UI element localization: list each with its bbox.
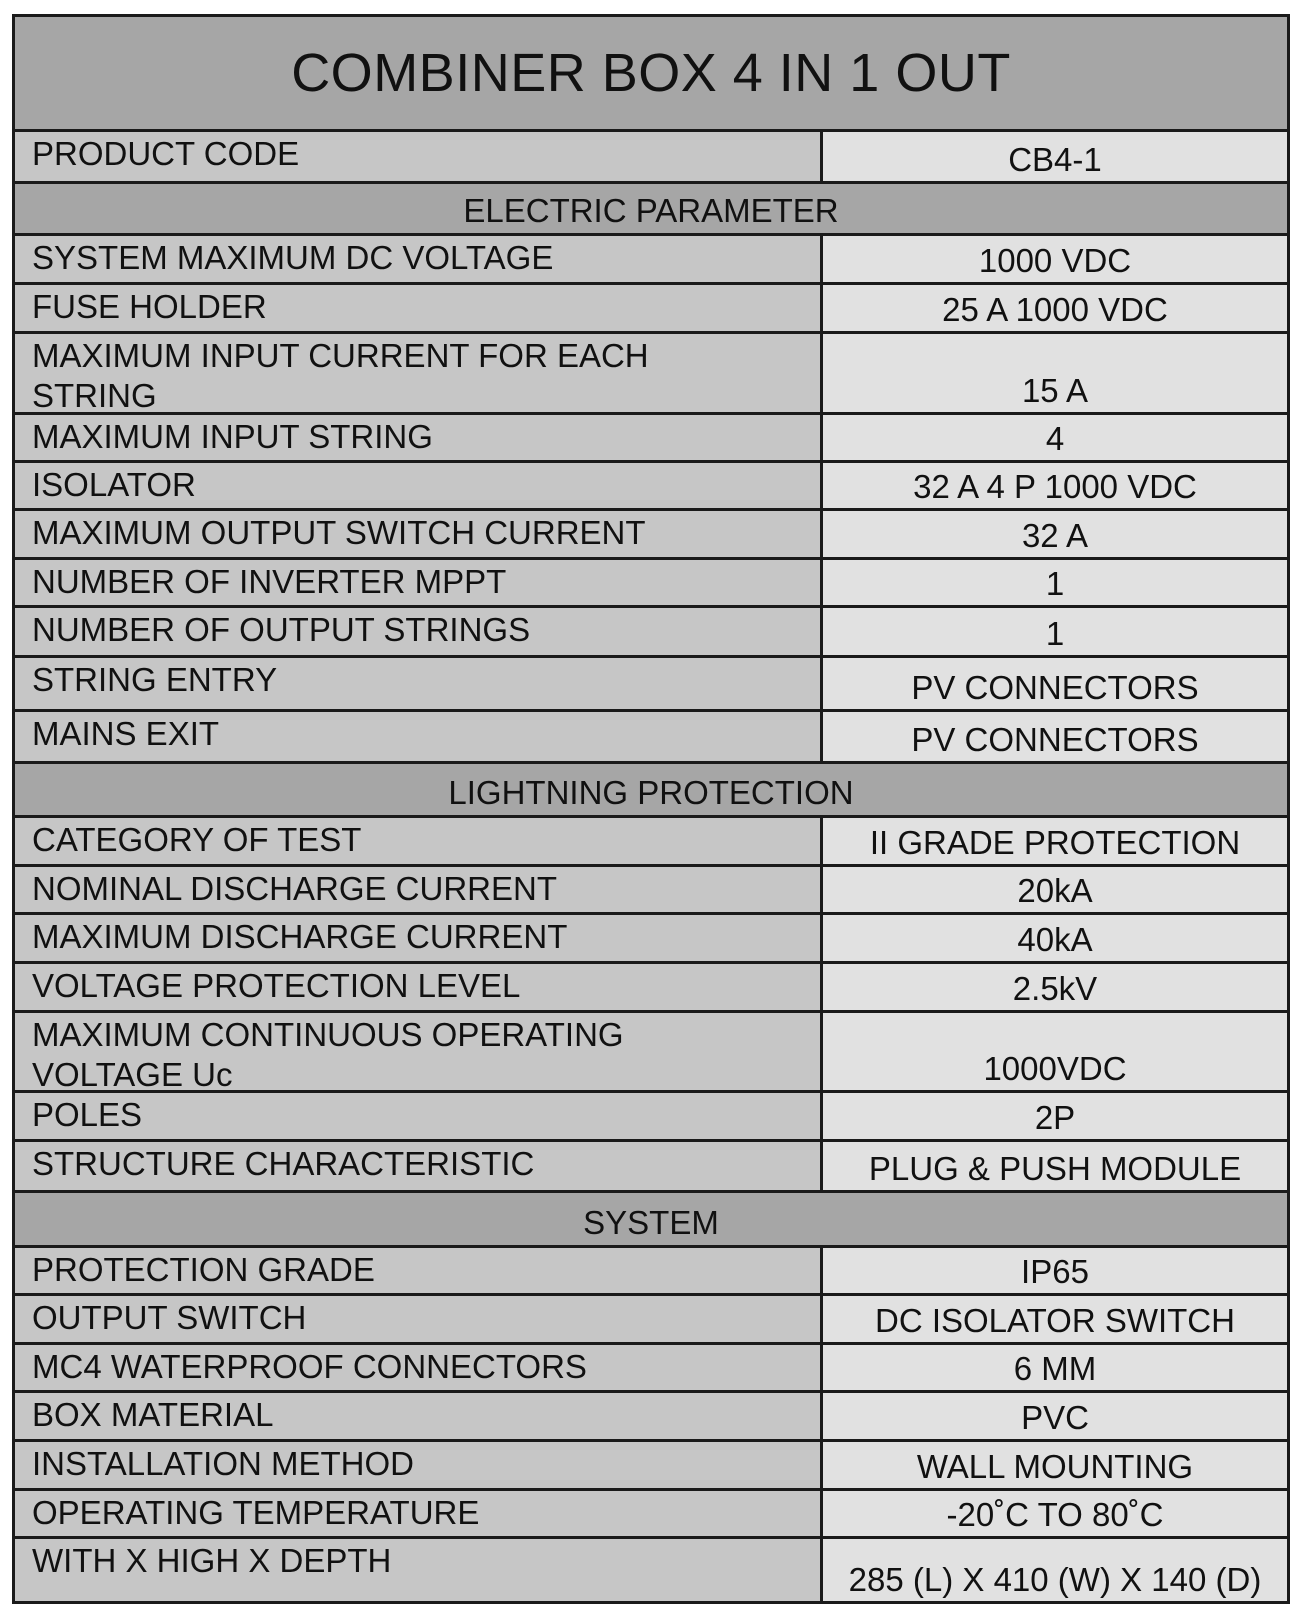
row-value: 1000 VDC <box>823 236 1287 282</box>
row-label: VOLTAGE PROTECTION LEVEL <box>15 964 823 1010</box>
table-row <box>15 331 1287 412</box>
table-row <box>15 605 1287 655</box>
table-row <box>15 1090 1287 1139</box>
row-value: PLUG & PUSH MODULE <box>823 1142 1287 1190</box>
row-label: WITH X HIGH X DEPTH <box>15 1539 823 1601</box>
row-label: OUTPUT SWITCH <box>15 1296 823 1342</box>
row-label: NUMBER OF INVERTER MPPT <box>15 560 823 605</box>
table-row <box>15 1010 1287 1093</box>
row-value: 25 A 1000 VDC <box>823 285 1287 331</box>
table-row <box>15 233 1287 282</box>
row-label: INSTALLATION METHOD <box>15 1442 823 1488</box>
row-label: STRING ENTRY <box>15 658 823 709</box>
table-row <box>15 709 1287 761</box>
row-value: 40kA <box>823 915 1287 961</box>
row-value: 32 A 4 P 1000 VDC <box>823 463 1287 508</box>
table-row <box>15 815 1287 864</box>
table-row <box>15 460 1287 508</box>
row-value: 285 (L) X 410 (W) X 140 (D) <box>823 1539 1287 1601</box>
table-row <box>15 557 1287 605</box>
row-label: BOX MATERIAL <box>15 1393 823 1439</box>
table-row <box>15 1245 1287 1293</box>
row-label: PROTECTION GRADE <box>15 1248 823 1293</box>
row-label: MAINS EXIT <box>15 712 823 761</box>
row-label: MAXIMUM INPUT STRING <box>15 415 823 460</box>
table-row <box>15 655 1287 709</box>
row-value: 1000VDC <box>823 1013 1287 1090</box>
row-value: 1 <box>823 608 1287 655</box>
table-row <box>15 961 1287 1010</box>
table-row <box>15 1342 1287 1390</box>
row-value: PV CONNECTORS <box>823 712 1287 761</box>
row-label: MAXIMUM INPUT CURRENT FOR EACH STRING <box>15 334 823 412</box>
row-value: -20˚C TO 80˚C <box>823 1491 1287 1536</box>
table-row <box>15 1488 1287 1536</box>
row-label: CATEGORY OF TEST <box>15 818 823 864</box>
row-label: FUSE HOLDER <box>15 285 823 331</box>
row-value: 15 A <box>823 334 1287 412</box>
row-value: 2.5kV <box>823 964 1287 1010</box>
row-label: PRODUCT CODE <box>15 132 823 181</box>
table-row <box>15 912 1287 961</box>
section-heading-system: SYSTEM <box>15 1190 1287 1245</box>
row-value: IP65 <box>823 1248 1287 1293</box>
row-value: DC ISOLATOR SWITCH <box>823 1296 1287 1342</box>
row-value: 1 <box>823 560 1287 605</box>
table-row <box>15 1536 1287 1601</box>
section-heading-electric: ELECTRIC PARAMETER <box>15 181 1287 233</box>
row-label: STRUCTURE CHARACTERISTIC <box>15 1142 823 1190</box>
row-value: PV CONNECTORS <box>823 658 1287 709</box>
row-label: SYSTEM MAXIMUM DC VOLTAGE <box>15 236 823 282</box>
product-code-row <box>15 129 1287 181</box>
table-row <box>15 1293 1287 1342</box>
row-label: MAXIMUM OUTPUT SWITCH CURRENT <box>15 511 823 557</box>
row-label: NOMINAL DISCHARGE CURRENT <box>15 867 823 912</box>
row-value: WALL MOUNTING <box>823 1442 1287 1488</box>
row-value: 6 MM <box>823 1345 1287 1390</box>
table-row <box>15 412 1287 460</box>
row-label: ISOLATOR <box>15 463 823 508</box>
row-value: PVC <box>823 1393 1287 1439</box>
section-heading-lightning: LIGHTNING PROTECTION <box>15 761 1287 815</box>
row-value: II GRADE PROTECTION <box>823 818 1287 864</box>
table-row <box>15 282 1287 331</box>
row-label: MAXIMUM DISCHARGE CURRENT <box>15 915 823 961</box>
table-row <box>15 508 1287 557</box>
table-row <box>15 1390 1287 1439</box>
table-row <box>15 1439 1287 1488</box>
row-label: MC4 WATERPROOF CONNECTORS <box>15 1345 823 1390</box>
table-row <box>15 864 1287 912</box>
row-value: CB4-1 <box>823 132 1287 181</box>
table-row <box>15 1139 1287 1190</box>
row-label: OPERATING TEMPERATURE <box>15 1491 823 1536</box>
row-label: POLES <box>15 1093 823 1139</box>
row-value: 32 A <box>823 511 1287 557</box>
spec-table <box>12 14 1290 1604</box>
row-label: MAXIMUM CONTINUOUS OPERATING VOLTAGE Uc <box>15 1013 823 1090</box>
row-value: 20kA <box>823 867 1287 912</box>
row-value: 4 <box>823 415 1287 460</box>
table-title: COMBINER BOX 4 IN 1 OUT <box>15 17 1287 129</box>
row-label: NUMBER OF OUTPUT STRINGS <box>15 608 823 655</box>
row-value: 2P <box>823 1093 1287 1139</box>
